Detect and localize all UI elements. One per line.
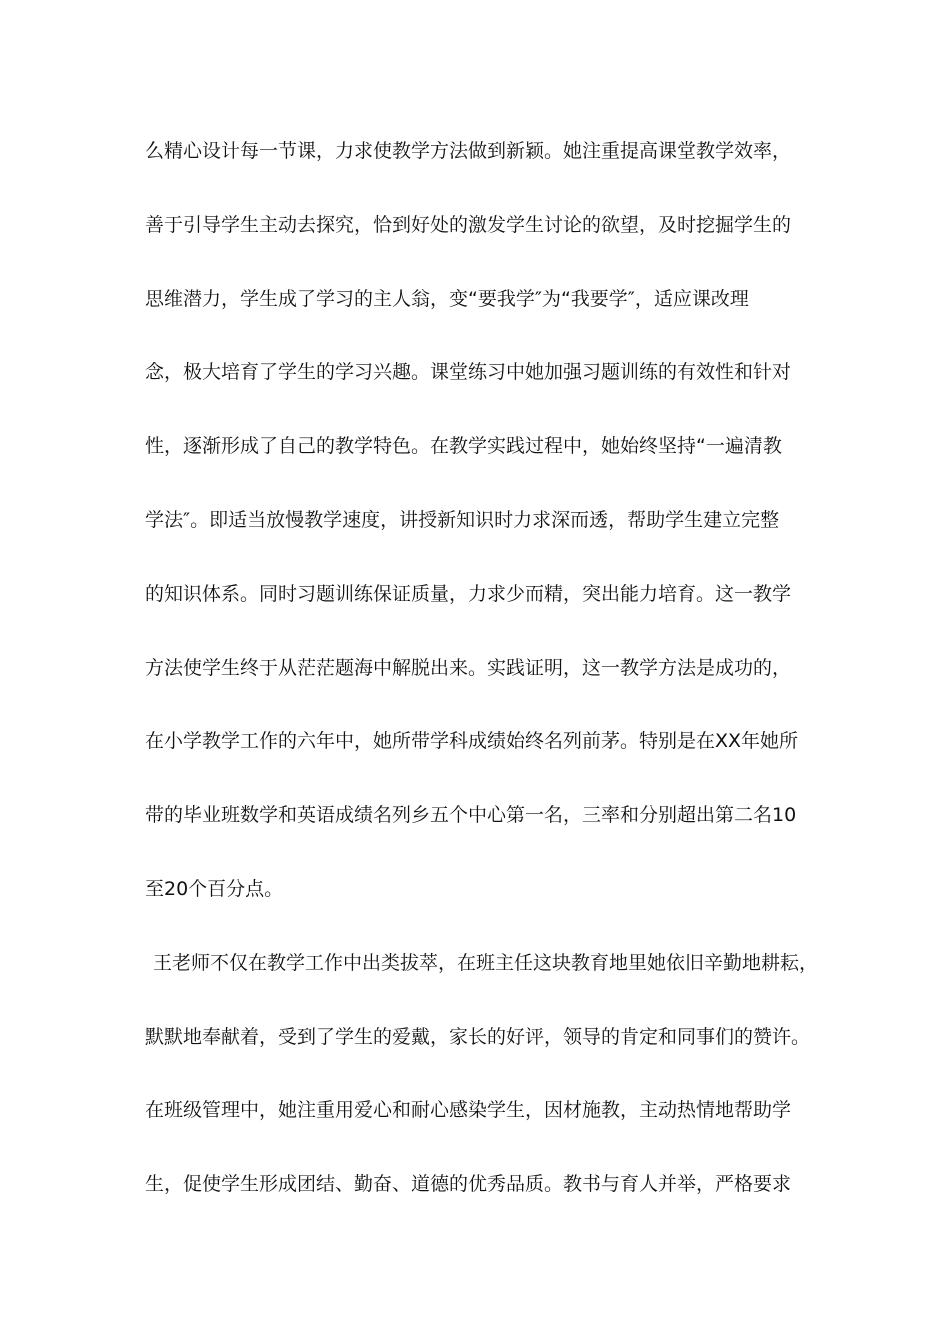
- text-line: 念，极大培育了学生的学习兴趣。课堂练习中她加强习题训练的有效性和针对: [145, 361, 792, 384]
- paragraph-start-line: 王老师不仅在教学工作中出类拔萃，在班主任这块教育地里她依旧辛勤地耕耘，: [153, 951, 819, 974]
- document-body: [145, 133, 825, 1240]
- text-line: 么精心设计每一节课，力求使教学方法做到新颖。她注重提高课堂教学效率，: [145, 140, 792, 162]
- text-line: 性，逐渐形成了自己的教学特色。在教学实践过程中，她始终坚持“一遍清教: [145, 435, 782, 458]
- text-line: 带的毕业班数学和英语成绩名列乡五个中心第一名，三率和分别超出第二名10: [145, 804, 797, 827]
- text-line: 思维潜力，学生成了学习的主人翁，变“要我学″为“我要学″，适应课改理: [145, 287, 749, 310]
- text-line: 至20个百分点。: [145, 877, 284, 900]
- text-line: 善于引导学生主动去探究，恰到好处的激发学生讨论的欲望，及时挖掘学生的: [145, 213, 792, 236]
- text-line: 的知识体系。同时习题训练保证质量，力求少而精，突出能力培育。这一教学: [145, 582, 792, 605]
- text-line: 学法″。即适当放慢教学速度，讲授新知识时力求深而透，帮助学生建立完整: [145, 508, 780, 531]
- text-line: 在小学教学工作的六年中，她所带学科成绩始终名列前茅。特别是在XX年她所: [145, 730, 799, 753]
- text-line: 默默地奉献着，受到了学生的爱戴，家长的好评，领导的肯定和同事们的赞许。: [145, 1025, 811, 1048]
- text-line: 在班级管理中，她注重用爱心和耐心感染学生，因材施教，主动热情地帮助学: [145, 1099, 792, 1122]
- text-line: 生，促使学生形成团结、勤奋、道德的优秀品质。教书与育人并举，严格要求: [145, 1173, 792, 1196]
- text-line: 方法使学生终于从茫茫题海中解脱出来。实践证明，这一教学方法是成功的，: [145, 656, 792, 679]
